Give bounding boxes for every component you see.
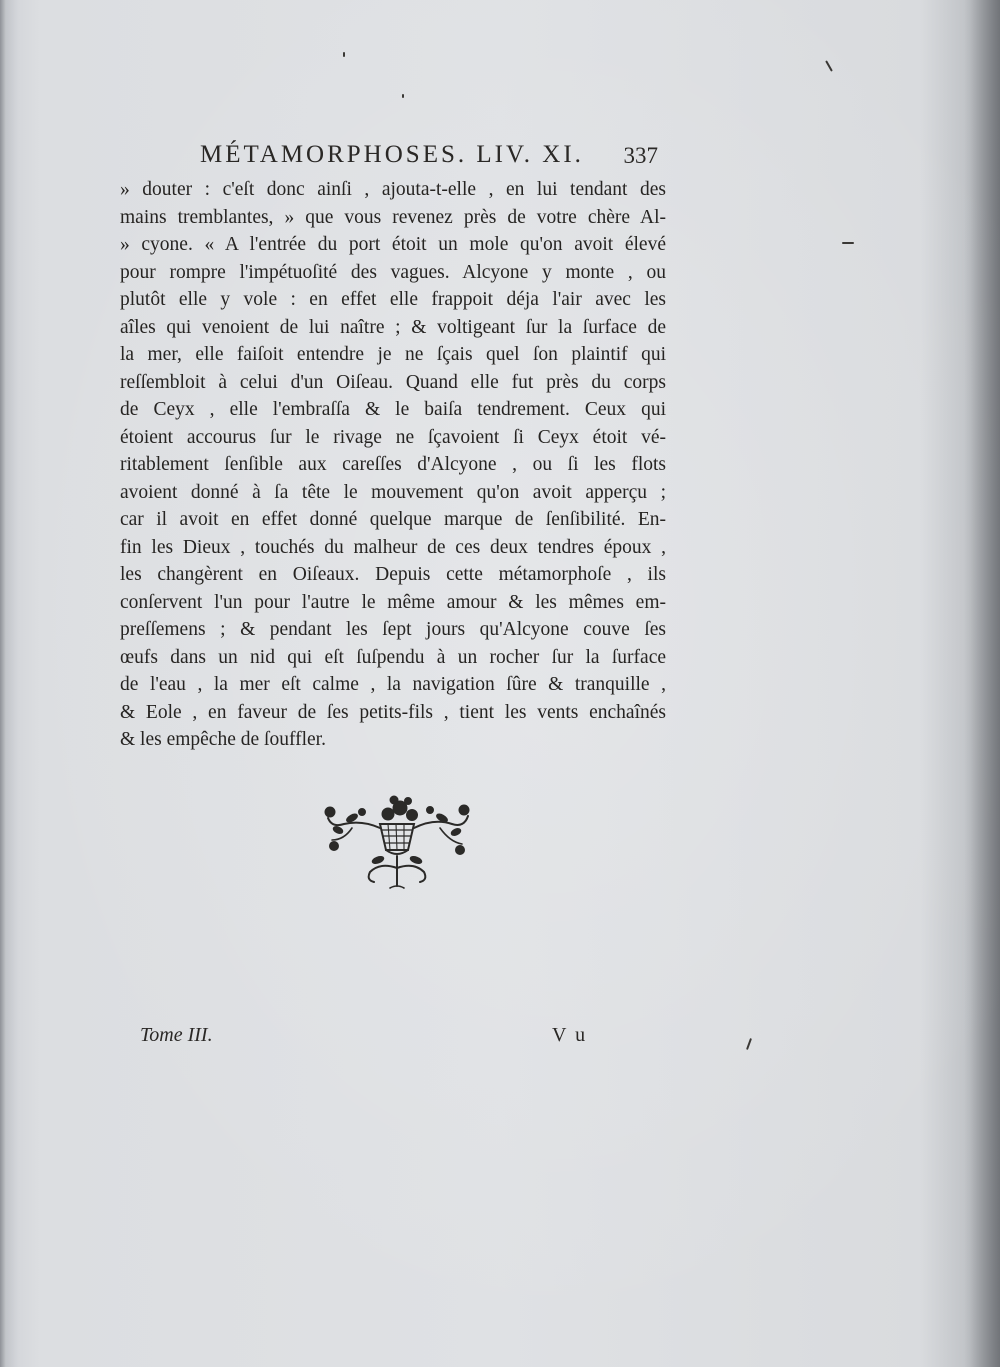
text-line: les changèrent en Oiſeaux. Depuis cette métamorphoſe , ils — [120, 564, 666, 585]
volume-label: Tome III. — [140, 1024, 213, 1046]
text-line: & Eole , en faveur de ſes petits-fils , tient les vents enchaînés — [120, 701, 666, 723]
text-line: aîles qui venoient de lui naître ; & voltigeant ſur la ſurface de — [120, 316, 666, 338]
running-title: MÉTAMORPHOSES. LIV. XI. — [200, 141, 584, 168]
ink-speck — [825, 60, 833, 71]
text-line: conſervent l'un pour l'autre le même amour & les mêmes em- — [120, 591, 666, 613]
text-line: la mer, elle faiſoit entendre je ne ſçais quel ſon plaintif qui — [120, 344, 666, 365]
flower-basket-ornament — [322, 788, 472, 898]
text-line: preſſemens ; & pendant les ſept jours qu'Alcyone couve ſes — [120, 619, 666, 640]
body-text — [120, 176, 666, 754]
text-line: car il avoit en effet donné quelque marque de ſenſibilité. En- — [120, 509, 666, 530]
text-line: de l'eau , la mer eſt calme , la navigation ſûre & tranquille , — [120, 674, 666, 695]
signature-mark: V u — [552, 1024, 588, 1046]
text-line: fin les Dieux , touchés du malheur de ces deux tendres époux , — [120, 536, 666, 558]
ink-speck — [842, 242, 854, 244]
text-line: avoient donné à ſa tête le mouvement qu'on avoit apperçu ; — [120, 481, 666, 503]
ink-speck — [746, 1038, 752, 1050]
text-line: œufs dans un nid qui eſt ſuſpendu à un rocher ſur la ſurface — [120, 646, 666, 668]
text-line: » douter : c'eſt donc ainſi , ajouta-t-elle , en lui tendant des — [120, 179, 666, 200]
text-line: mains tremblantes, » que vous revenez près de votre chère Al- — [120, 206, 666, 228]
page-number: 337 — [623, 143, 658, 168]
text-line: plutôt elle y vole : en effet elle frappoit déja l'air avec les — [120, 289, 666, 310]
text-line: de Ceyx , elle l'embraſſa & le baiſa tendrement. Ceux qui — [120, 399, 666, 420]
text-line: étoient accourus ſur le rivage ne ſçavoient ſi Ceyx étoit vé- — [120, 426, 666, 448]
page-edge-shadow — [964, 0, 1000, 1367]
ink-speck — [402, 94, 404, 98]
text-line: reſſembloit à celui d'un Oiſeau. Quand elle fut près du corps — [120, 371, 666, 393]
ink-speck — [343, 52, 345, 57]
text-line: ritablement ſenſible aux careſſes d'Alcyone , ou ſi les flots — [120, 454, 666, 475]
page-footer — [140, 1024, 600, 1054]
running-head — [200, 141, 660, 175]
text-line-last: & les empêche de ſouffler. — [120, 729, 326, 750]
binding-gutter — [0, 0, 6, 1367]
text-line: pour rompre l'impétuoſité des vagues. Alcyone y monte , ou — [120, 261, 666, 283]
text-line: » cyone. « A l'entrée du port étoit un mole qu'on avoit élevé — [120, 234, 666, 255]
